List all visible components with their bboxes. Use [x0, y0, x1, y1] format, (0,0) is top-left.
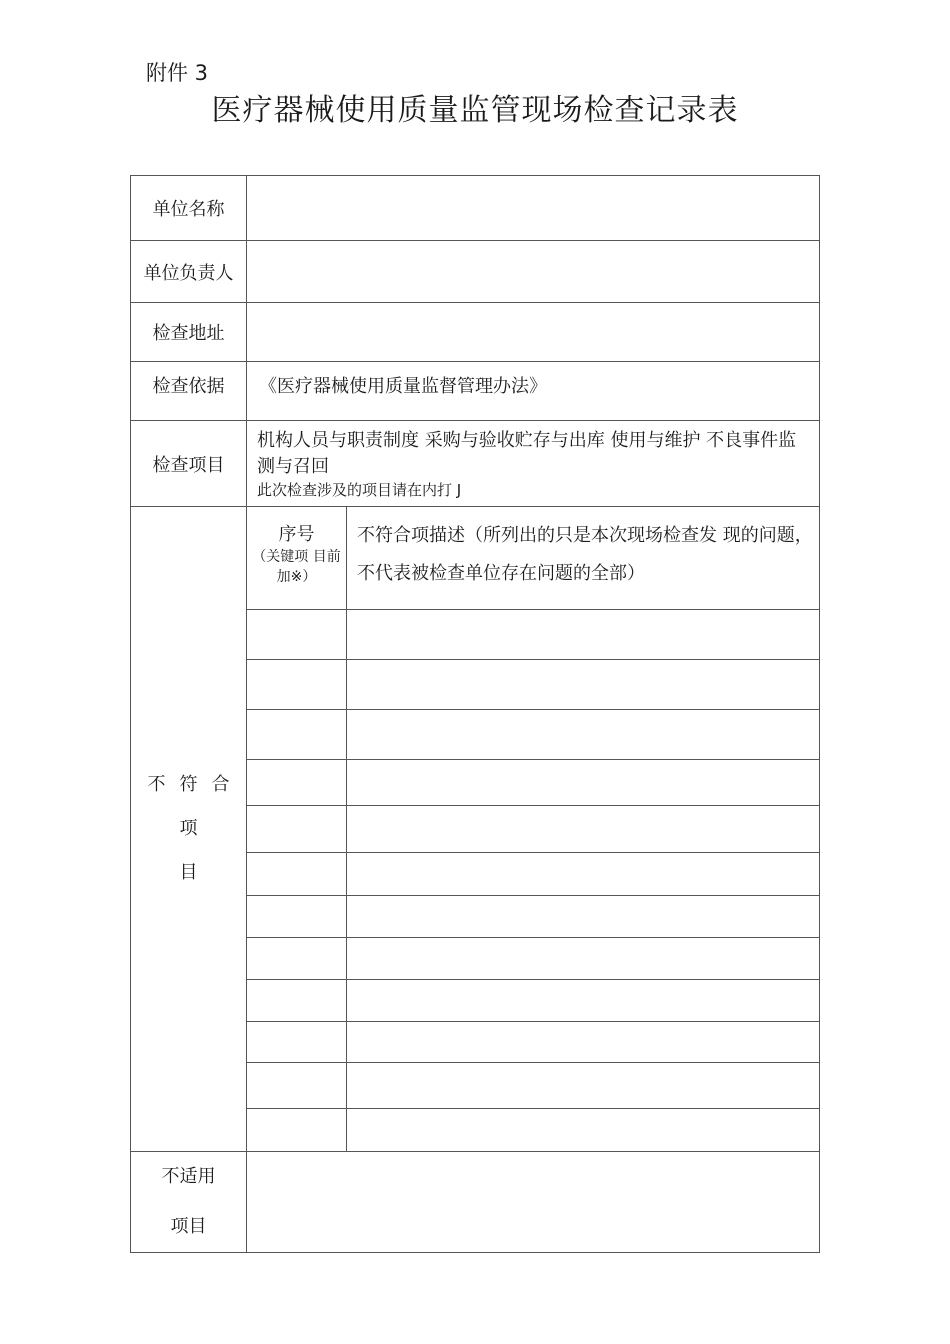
desc-cell[interactable]	[347, 806, 820, 853]
items-text: 机构人员与职责制度 采购与验收贮存与出库 使用与维护 不良事件监测与召回	[257, 429, 797, 477]
basis-label: 检查依据	[131, 362, 247, 421]
row-nc-header	[131, 507, 820, 610]
unit-head-label: 单位负责人	[131, 241, 247, 303]
desc-cell[interactable]	[347, 760, 820, 806]
seq-header-text: 序号	[278, 524, 315, 545]
items-cell[interactable]	[247, 421, 820, 507]
address-field[interactable]	[247, 303, 820, 362]
not-applicable-field[interactable]	[247, 1152, 820, 1253]
seq-cell[interactable]	[247, 660, 347, 710]
seq-cell[interactable]	[247, 853, 347, 896]
seq-cell[interactable]	[247, 710, 347, 760]
items-note: 此次检查涉及的项目请在内打 J	[257, 480, 462, 499]
desc-cell[interactable]	[347, 660, 820, 710]
desc-cell[interactable]	[347, 1022, 820, 1063]
desc-cell[interactable]	[347, 980, 820, 1022]
seq-cell[interactable]	[247, 610, 347, 660]
unit-name-label: 单位名称	[131, 176, 247, 241]
seq-cell[interactable]	[247, 938, 347, 980]
unit-head-field[interactable]	[247, 241, 820, 303]
seq-header-note: （关键项 目前加※）	[252, 549, 341, 585]
desc-cell[interactable]	[347, 1109, 820, 1152]
na-label-line1: 不适用	[161, 1166, 216, 1187]
seq-cell[interactable]	[247, 1063, 347, 1109]
na-label-line2: 项目	[170, 1216, 207, 1237]
seq-cell[interactable]	[247, 1109, 347, 1152]
desc-cell[interactable]	[347, 610, 820, 660]
nc-label-line2: 项	[179, 818, 198, 839]
row-unit-name	[131, 176, 820, 241]
row-unit-head	[131, 241, 820, 303]
basis-value: 《医疗器械使用质量监督管理办法》	[247, 362, 820, 421]
desc-cell[interactable]	[347, 938, 820, 980]
desc-cell[interactable]	[347, 710, 820, 760]
nc-label-line3: 目	[179, 862, 198, 883]
row-items	[131, 421, 820, 507]
row-basis	[131, 362, 820, 421]
unit-name-field[interactable]	[247, 176, 820, 241]
nc-label-line1: 不符合	[147, 774, 244, 795]
not-applicable-label	[131, 1152, 247, 1253]
page-title: 医疗器械使用质量监管现场检查记录表	[211, 93, 739, 128]
seq-cell[interactable]	[247, 806, 347, 853]
address-label: 检查地址	[131, 303, 247, 362]
seq-cell[interactable]	[247, 760, 347, 806]
attachment-label: 附件 3	[146, 61, 209, 85]
seq-header	[247, 507, 347, 610]
row-address	[131, 303, 820, 362]
desc-cell[interactable]	[347, 1063, 820, 1109]
seq-cell[interactable]	[247, 1022, 347, 1063]
seq-cell[interactable]	[247, 896, 347, 938]
row-not-applicable	[131, 1152, 820, 1253]
desc-cell[interactable]	[347, 896, 820, 938]
inspection-record-form	[130, 175, 820, 1253]
items-label: 检查项目	[131, 421, 247, 507]
desc-header: 不符合项描述（所列出的只是本次现场检查发 现的问题，不代表被检查单位存在问题的全部）	[347, 507, 820, 610]
nonconformity-label	[131, 507, 247, 1152]
seq-cell[interactable]	[247, 980, 347, 1022]
desc-cell[interactable]	[347, 853, 820, 896]
